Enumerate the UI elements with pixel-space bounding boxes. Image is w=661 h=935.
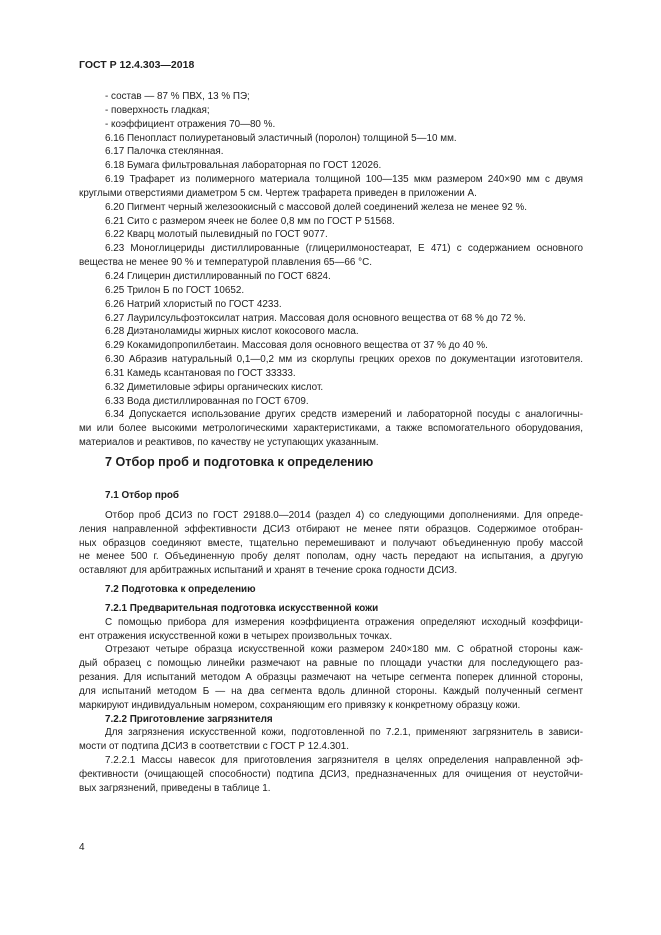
- text-line: мости от подтипа ДСИЗ в соответствии с ГОСТ Р 12.4.301.: [79, 741, 349, 753]
- text-line: 6.20 Пигмент черный железоокисный с массовой долей соединений железа не менее 92 %.: [105, 201, 528, 213]
- section-7-2-1-title: 7.2.1 Предварительная подготовка искусственной кожи: [105, 602, 379, 614]
- text-line: фективности (очищающей способности) подтипа ДСИЗ, предназначенных для очищения от неустойчи-: [79, 768, 583, 780]
- text-line: С помощью прибора для измерения коэффициента отражения определяют исходный коэффици-: [105, 616, 583, 628]
- text-line: 6.28 Диэтаноламиды жирных кислот кокосового масла.: [105, 326, 359, 338]
- text-line: 7.2.2.1 Массы навесок для приготовления загрязнителя в целях определения направленной эф-: [105, 755, 583, 767]
- text-line: 6.31 Камедь ксантановая по ГОСТ 33333.: [105, 367, 296, 379]
- text-line: 6.19 Трафарет из полимерного материала толщиной 100—135 мкм размером 240×90 мм с двумя: [105, 174, 583, 186]
- text-line: 6.18 Бумага фильтровальная лабораторная по ГОСТ 12026.: [105, 160, 382, 172]
- equipment-list: [79, 90, 583, 450]
- text-line: 6.26 Натрий хлористый по ГОСТ 4233.: [105, 298, 282, 310]
- text-line: 6.34 Допускается использование других средств измерений и лабораторной посуды с аналогичны-: [105, 409, 583, 421]
- text-line: круглыми отверстиями диаметром 5 см. Чертеж трафарета приведен в приложении А.: [79, 187, 477, 199]
- section-7-1-text: [79, 509, 583, 578]
- text-line: дый образец с помощью линейки размечают на равные по площади участки для последующего раз-: [79, 658, 583, 670]
- section-7-2-2-text: [79, 726, 583, 795]
- text-line: - состав — 87 % ПВХ, 13 % ПЭ;: [105, 91, 250, 102]
- text-line: 6.29 Кокамидопропилбетаин. Массовая доля основного вещества от 37 % до 40 %.: [105, 340, 488, 352]
- document-header: ГОСТ Р 12.4.303—2018: [79, 59, 195, 71]
- text-line: 6.21 Сито с размером ячеек не более 0,8 мм по ГОСТ Р 51568.: [105, 215, 395, 227]
- text-line: 6.23 Моноглицериды дистиллированные (глицерилмоностеарат, Е 471) с содержанием основного: [105, 243, 583, 255]
- text-line: маркируют индивидуальным номером, сохраняющим его привязку к конкретному образцу кожи.: [79, 699, 521, 711]
- text-line: для испытаний методом Б — на два сегмента вдоль длинной стороны. Каждый полученный сегмент: [79, 685, 583, 697]
- text-line: 6.16 Пенопласт полиуретановый эластичный (поролон) толщиной 5—10 мм.: [105, 132, 457, 144]
- text-line: вых загрязнений, приведены в таблице 1.: [79, 782, 271, 794]
- text-line: 6.33 Вода дистиллированная по ГОСТ 6709.: [105, 395, 309, 407]
- section-7-2: [79, 583, 583, 796]
- section-7-title: 7 Отбор проб и подготовка к определению: [105, 455, 374, 469]
- text-line: ления направленной эффективности ДСИЗ отбирают не менее пяти образцов. Содержимое отобран-: [79, 523, 583, 535]
- section-7-1: [79, 489, 583, 578]
- text-line: вещества не менее 90 % и температурой плавления 65—66 °С.: [79, 257, 372, 269]
- text-line: 6.22 Кварц молотый пылевидный по ГОСТ 9077.: [105, 229, 328, 241]
- text-line: материалов и реактивов, по качеству не уступающих указанным.: [79, 437, 379, 449]
- text-line: 6.17 Палочка стеклянная.: [105, 146, 224, 158]
- text-line: Для загрязнения искусственной кожи, подготовленной по 7.2.1, применяют загрязнитель в зависи-: [105, 727, 583, 739]
- text-line: оставляют для арбитражных испытаний и хранят в течение срока годности ДСИЗ.: [79, 565, 458, 577]
- text-line: 6.27 Лаурилсульфоэтоксилат натрия. Массовая доля основного вещества от 68 % до 72 %.: [105, 312, 526, 324]
- text-line: 6.32 Диметиловые эфиры органических кислот.: [105, 381, 324, 393]
- text-line: ми или более высокими метрологическими характеристиками, а также вспомогательного оборудования,: [79, 423, 583, 435]
- page-number: 4: [79, 842, 85, 853]
- text-line: не менее 500 г. Объединенную пробу делят пополам, одну часть передают на испытания, а другую: [79, 551, 583, 563]
- text-line: - поверхность гладкая;: [105, 104, 210, 116]
- text-line: 6.30 Абразив натуральный 0,1—0,2 мм из скорлупы грецких орехов по документации изготовителя.: [105, 354, 583, 366]
- text-line: Отрезают четыре образца искусственной кожи размером 240×180 мм. С обратной стороны каж-: [105, 644, 583, 656]
- section-7-2-1-text: [79, 616, 583, 713]
- text-line: резания. Для испытаний методом А образцы размечают на четыре сегмента поперек длинной стороны,: [79, 672, 583, 684]
- text-line: 6.24 Глицерин дистиллированный по ГОСТ 6824.: [105, 270, 331, 282]
- text-line: Отбор проб ДСИЗ по ГОСТ 29188.0—2014 (раздел 4) со следующими дополнениями. Для опреде-: [105, 509, 583, 521]
- text-line: - коэффициент отражения 70—80 %.: [105, 118, 276, 130]
- section-7-2-2-title: 7.2.2 Приготовление загрязнителя: [105, 713, 273, 725]
- text-line: ных образцов соединяют вместе, тщательно перемешивают и получают объединенную пробу массой: [79, 537, 583, 549]
- section-7-2-title: 7.2 Подготовка к определению: [105, 584, 256, 595]
- text-line: 6.25 Трилон Б по ГОСТ 10652.: [105, 284, 245, 296]
- text-line: ент отражения искусственной кожи в четырех произвольных точках.: [79, 630, 393, 642]
- section-7-1-title: 7.1 Отбор проб: [105, 490, 180, 501]
